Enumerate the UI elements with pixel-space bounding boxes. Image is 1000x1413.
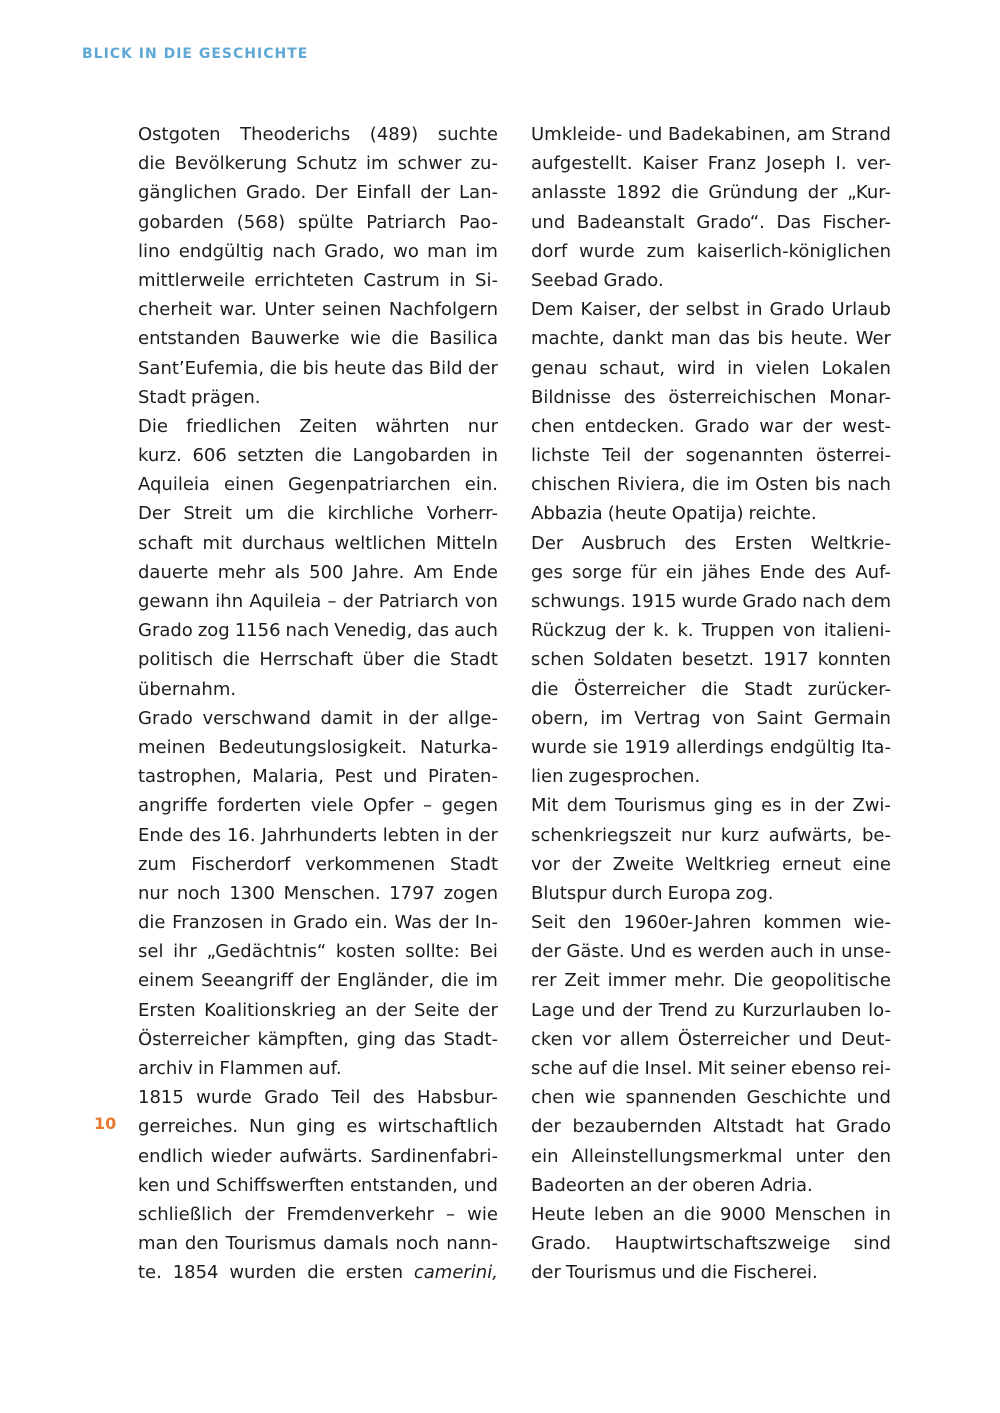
text-line: Dem Kaiser, der selbst in Grado Urlaub	[531, 299, 891, 321]
text-line: schließlich der Fremdenverkehr – wie	[138, 1203, 498, 1225]
text-line: gobarden (568) spülte Patriarch Pao-	[138, 211, 498, 233]
text-line: Grado. Hauptwirtschaftszweige sind	[531, 1233, 891, 1255]
text-line: cherheit war. Unter seinen Nachfolgern	[138, 299, 498, 321]
text-line: Abbazia (heute Opatija) reichte.	[531, 503, 817, 525]
text-line: machte, dankt man das bis heute. Wer	[531, 328, 891, 350]
text-line: ein Alleinstellungsmerkmal unter den	[531, 1145, 891, 1167]
text-line: entstanden Bauwerke wie die Basilica	[138, 328, 498, 350]
text-line: Ostgoten Theoderichs (489) suchte	[138, 124, 498, 145]
text-line: kurz. 606 setzten die Langobarden in	[138, 445, 498, 467]
text-line: man den Tourismus damals noch nann-	[138, 1233, 498, 1255]
text-line: 1815 wurde Grado Teil des Habsbur-	[138, 1087, 498, 1109]
text-line: dorf wurde zum kaiserlich-königlichen	[531, 240, 891, 262]
text-line: Aquileia einen Gegenpatriarchen ein.	[138, 474, 498, 496]
text-column-left	[138, 120, 498, 1288]
text-line: schen Soldaten besetzt. 1917 konnten	[531, 649, 891, 671]
text-line: die Franzosen in Grado ein. Was der In-	[138, 912, 498, 934]
running-head: BLICK IN DIE GESCHICHTE	[82, 46, 309, 62]
text-line: übernahm.	[138, 678, 237, 700]
text-line: schwungs. 1915 wurde Grado nach dem	[531, 591, 891, 612]
text-line: mittlerweile errichteten Castrum in Si-	[138, 269, 498, 291]
text-line: Ende des 16. Jahrhunderts lebten in der	[138, 824, 498, 846]
text-line: tastrophen, Malaria, Pest und Piraten-	[138, 766, 498, 788]
text-line: nur noch 1300 Menschen. 1797 zogen	[138, 882, 498, 904]
text-line: Stadt prägen.	[138, 386, 261, 408]
text-line: Badeorten an der oberen Adria.	[531, 1174, 813, 1196]
text-line: gewann ihn Aquileia – der Patriarch von	[138, 591, 498, 612]
text-line: der Gäste. Und es werden auch in unse-	[531, 941, 891, 963]
text-line: anlasste 1892 die Gründung der „Kur-	[531, 182, 891, 204]
text-line: ges sorge für ein jähes Ende des Auf-	[531, 561, 891, 583]
text-line: einem Seeangriff der Engländer, die im	[138, 970, 498, 992]
text-line: gerreiches. Nun ging es wirtschaftlich	[138, 1116, 498, 1138]
text-line: Mit dem Tourismus ging es in der Zwi-	[531, 795, 891, 817]
text-line: gänglichen Grado. Der Einfall der Lan-	[138, 182, 498, 204]
text-line: sche auf die Insel. Mit seiner ebenso rei-	[531, 1058, 891, 1079]
page-number: 10	[94, 1114, 117, 1133]
text-line: Seit den 1960er-Jahren kommen wie-	[531, 912, 891, 934]
text-line: Grado verschwand damit in der allge-	[138, 707, 498, 729]
text-line: Rückzug der k. k. Truppen von italieni-	[531, 620, 891, 642]
text-line: ken und Schiffswerften entstanden, und	[138, 1174, 498, 1196]
text-line: chen wie spannenden Geschichte und	[531, 1087, 891, 1109]
text-line: chen entdecken. Grado war der west-	[531, 415, 891, 437]
text-line: dauerte mehr als 500 Jahre. Am Ende	[138, 561, 498, 583]
text-line: meinen Bedeutungslosigkeit. Naturka-	[138, 736, 498, 758]
text-line: vor der Zweite Weltkrieg erneut eine	[531, 853, 891, 875]
text-line: lino endgültig nach Grado, wo man im	[138, 240, 498, 262]
text-line: schaft mit durchaus weltlichen Mitteln	[138, 532, 498, 554]
text-line: Heute leben an die 9000 Menschen in	[531, 1203, 891, 1225]
text-line: Sant’Eufemia, die bis heute das Bild der	[138, 357, 498, 379]
text-line: lichste Teil der sogenannten österrei-	[531, 445, 891, 467]
text-line: Der Streit um die kirchliche Vorherr-	[138, 503, 498, 525]
text-line: der Tourismus und die Fischerei.	[531, 1262, 818, 1284]
text-column-right	[531, 120, 891, 1288]
text-line: Umkleide- und Badekabinen, am Strand	[531, 124, 891, 145]
text-line: Die friedlichen Zeiten währten nur	[138, 415, 498, 437]
text-line: die Bevölkerung Schutz im schwer zu-	[138, 153, 498, 175]
text-line: Der Ausbruch des Ersten Weltkrie-	[531, 532, 891, 554]
text-line: te. 1854 wurden die ersten camerini,	[138, 1262, 498, 1284]
text-line: Blutspur durch Europa zog.	[531, 882, 774, 904]
text-line: Seebad Grado.	[531, 269, 664, 291]
text-line: sel ihr „Gedächtnis“ kosten sollte: Bei	[138, 941, 498, 963]
text-line: rer Zeit immer mehr. Die geopolitische	[531, 970, 891, 992]
text-line: der bezaubernden Altstadt hat Grado	[531, 1116, 891, 1138]
text-line: schenkriegszeit nur kurz aufwärts, be-	[531, 824, 891, 846]
text-line: aufgestellt. Kaiser Franz Joseph I. ver-	[531, 153, 891, 175]
text-line: angriffe forderten viele Opfer – gegen	[138, 795, 498, 817]
text-line: die Österreicher die Stadt zurücker-	[531, 678, 891, 700]
text-line: zum Fischerdorf verkommenen Stadt	[138, 853, 498, 875]
text-line: politisch die Herrschaft über die Stadt	[138, 649, 498, 671]
text-line: cken vor allem Österreicher und Deut-	[531, 1028, 891, 1050]
text-line: endlich wieder aufwärts. Sardinenfabri-	[138, 1145, 498, 1167]
text-line: chischen Riviera, die im Osten bis nach	[531, 474, 891, 496]
text-line: Bildnisse des österreichischen Monar-	[531, 386, 891, 408]
text-line: obern, im Vertrag von Saint Germain	[531, 707, 891, 729]
text-line: archiv in Flammen auf.	[138, 1058, 342, 1079]
text-line: Ersten Koalitionskrieg an der Seite der	[138, 999, 498, 1021]
text-line: lien zugesprochen.	[531, 766, 701, 788]
text-line: und Badeanstalt Grado“. Das Fischer-	[531, 211, 891, 233]
text-line: wurde sie 1919 allerdings endgültig Ita-	[531, 736, 891, 758]
text-line: Lage und der Trend zu Kurzurlauben lo-	[531, 999, 891, 1021]
text-line: Grado zog 1156 nach Venedig, das auch	[138, 620, 498, 642]
text-line: Österreicher kämpften, ging das Stadt-	[138, 1028, 498, 1050]
text-line: genau schaut, wird in vielen Lokalen	[531, 357, 891, 379]
